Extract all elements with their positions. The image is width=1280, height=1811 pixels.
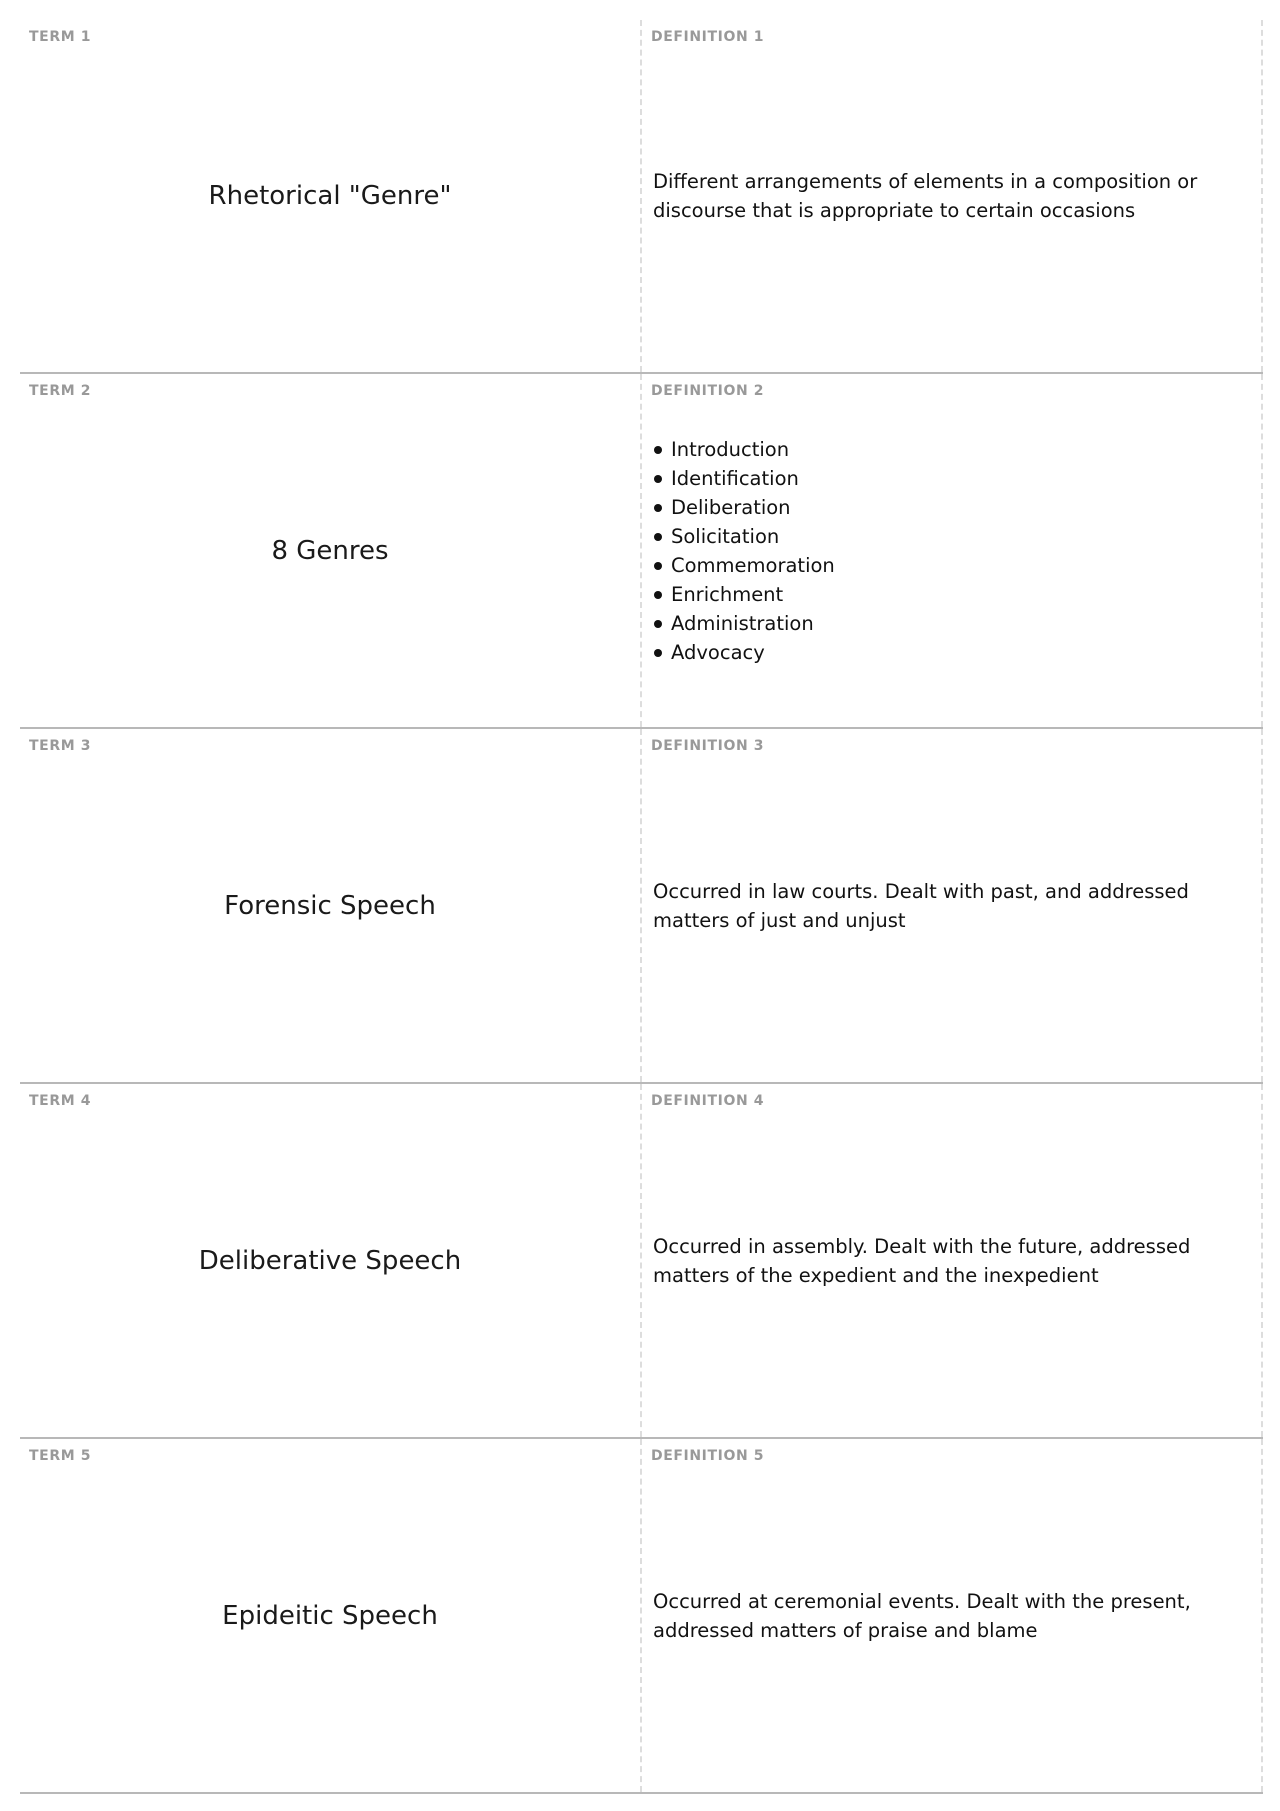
term-text: Forensic Speech — [224, 890, 436, 921]
definition-label: DEFINITION 4 — [651, 1093, 765, 1109]
list-item — [653, 522, 1221, 551]
definition-cell — [642, 1084, 1263, 1437]
bullet-icon — [654, 504, 662, 512]
card-row — [20, 1084, 1263, 1439]
definition-label: DEFINITION 5 — [651, 1448, 765, 1464]
list-item — [653, 493, 1221, 522]
card-row — [20, 1439, 1263, 1794]
card-row — [20, 20, 1263, 374]
bullet-icon — [654, 533, 662, 541]
list-item — [653, 464, 1221, 493]
definition-text: Occurred at ceremonial events. Dealt with the present, addressed matters of praise and blame — [653, 1589, 1191, 1642]
term-label: TERM 5 — [29, 1448, 92, 1464]
bullet-icon — [654, 446, 662, 454]
list-item-text: Commemoration — [671, 553, 835, 577]
definition-label: DEFINITION 2 — [651, 383, 765, 399]
list-item — [653, 435, 1221, 464]
bullet-icon — [654, 475, 662, 483]
definition-cell — [642, 20, 1263, 372]
card-row — [20, 729, 1263, 1084]
list-item — [653, 638, 1221, 667]
term-cell — [20, 20, 642, 372]
term-cell — [20, 1084, 642, 1437]
definition-text: Occurred in law courts. Dealt with past, and addressed matters of just and unjust — [653, 879, 1189, 932]
definition-text: Different arrangements of elements in a composition or discourse that is appropriate to certain occasions — [653, 170, 1198, 222]
term-label: TERM 4 — [29, 1093, 92, 1109]
definition-cell — [642, 729, 1263, 1082]
list-item-text: Administration — [671, 611, 814, 635]
term-text: Epideitic Speech — [222, 1600, 438, 1631]
term-text: 8 Genres — [271, 535, 389, 566]
list-item-text: Advocacy — [671, 640, 765, 664]
definition-cell — [642, 1439, 1263, 1792]
definition-label: DEFINITION 1 — [651, 29, 765, 45]
definition-text: Occurred in assembly. Dealt with the future, addressed matters of the expedient and the inexpedient — [653, 1234, 1191, 1287]
bullet-icon — [654, 562, 662, 570]
term-cell — [20, 729, 642, 1082]
bullet-icon — [654, 591, 662, 599]
list-item-text: Identification — [671, 466, 799, 490]
list-item — [653, 551, 1221, 580]
bullet-icon — [654, 649, 662, 657]
list-item — [653, 580, 1221, 609]
list-item-text: Introduction — [671, 437, 790, 461]
term-text: Rhetorical "Genre" — [208, 181, 452, 211]
definition-cell — [642, 374, 1263, 727]
flashcard-sheet — [20, 20, 1263, 1794]
term-label: TERM 2 — [29, 383, 92, 399]
term-label: TERM 1 — [29, 29, 92, 45]
definition-list — [653, 435, 1221, 667]
list-item-text: Solicitation — [671, 524, 780, 548]
list-item-text: Enrichment — [671, 582, 784, 606]
term-cell — [20, 374, 642, 727]
definition-label: DEFINITION 3 — [651, 738, 765, 754]
term-label: TERM 3 — [29, 738, 92, 754]
term-text: Deliberative Speech — [198, 1245, 462, 1276]
term-cell — [20, 1439, 642, 1792]
bullet-icon — [654, 620, 662, 628]
list-item — [653, 609, 1221, 638]
list-item-text: Deliberation — [671, 495, 791, 519]
card-row — [20, 374, 1263, 729]
